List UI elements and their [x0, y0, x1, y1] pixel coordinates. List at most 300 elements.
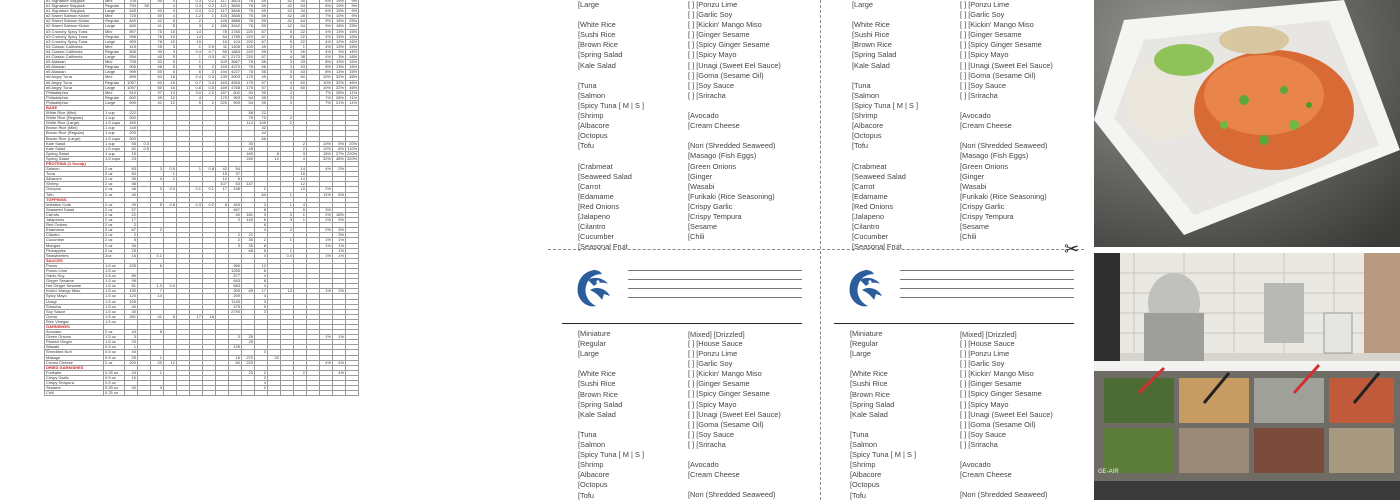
- form-option[interactable]: [ ] [Kickin' Mango Miso: [960, 20, 1034, 30]
- table-cell: 32%: [333, 85, 346, 90]
- form-option[interactable]: [Large: [578, 0, 599, 9]
- name-line-2: [628, 279, 802, 280]
- table-cell: 5: [125, 238, 138, 243]
- table-cell: 1.3: [151, 284, 164, 289]
- table-cell: 104: [229, 39, 242, 44]
- table-cell: Large: [104, 55, 125, 60]
- form-option[interactable]: [Spring Salad: [850, 399, 895, 409]
- form-option[interactable]: [ ] [Unagi (Sweet Eel Sauce): [960, 60, 1053, 70]
- form-option[interactable]: [Spicy Tuna [ M | S ]: [850, 450, 916, 460]
- table-cell: 12: [268, 156, 281, 161]
- table-cell: 320%: [347, 156, 358, 161]
- form-option[interactable]: [ ] [Soy Sauce: [960, 80, 1007, 90]
- table-cell: 510: [125, 90, 138, 95]
- form-option[interactable]: [Crabmeat: [578, 161, 613, 171]
- table-cell: 9%: [346, 14, 359, 19]
- form-option[interactable]: [Seaweed Salad: [852, 171, 906, 181]
- form-option[interactable]: [ ] [Ginger Sesame: [688, 30, 750, 40]
- table-cell: 16: [164, 85, 177, 90]
- form-option[interactable]: [Ginger: [960, 171, 985, 181]
- form-option[interactable]: [ ] [Goma (Sesame Oil): [960, 70, 1036, 80]
- table-cell: 1.5 cups: [104, 146, 125, 151]
- table-cell: 0.3: [190, 9, 203, 14]
- table-cell: 59: [255, 24, 268, 29]
- form-option[interactable]: [White Rice: [578, 20, 616, 30]
- table-cell: Regular: [104, 34, 125, 39]
- table-cell: 145: [216, 19, 229, 24]
- row-label: Spring Salad: [45, 156, 104, 161]
- row-label: #2 Sweet Salmon Kicker: [45, 19, 104, 24]
- form-option[interactable]: [Nori (Shredded Seaweed): [688, 141, 776, 151]
- row-label: #4 Classic California: [45, 49, 104, 54]
- form-option[interactable]: [Sesame: [688, 222, 718, 232]
- row-label: Edamame: [45, 228, 104, 233]
- form-option[interactable]: [Octopus: [850, 480, 880, 490]
- form-option[interactable]: [Crispy Tempura: [688, 211, 742, 221]
- form-option[interactable]: [Salmon: [850, 440, 878, 450]
- form-option[interactable]: [ ] [Unagi (Sweet Eel Sauce): [960, 409, 1053, 419]
- table-cell: 42: [281, 24, 294, 29]
- table-cell: 6: [229, 177, 242, 182]
- form-option[interactable]: [White Rice: [852, 20, 890, 30]
- table-cell: 5: [281, 75, 294, 80]
- table-cell: 2 oz: [104, 228, 125, 233]
- form-option[interactable]: [Spring Salad: [578, 50, 623, 60]
- form-option[interactable]: [ ] [Sriracha: [960, 90, 998, 100]
- form-option[interactable]: [White Rice: [578, 369, 616, 379]
- form-option[interactable]: [Albacore: [578, 470, 610, 480]
- table-cell: 11%: [346, 95, 359, 100]
- table-cell: 3%: [333, 228, 346, 233]
- table-cell: 22: [255, 111, 268, 116]
- form-option[interactable]: [Spring Salad: [578, 399, 623, 409]
- table-cell: 953: [229, 95, 242, 100]
- table-cell: 13%: [333, 34, 346, 39]
- table-cell: 78: [242, 70, 255, 75]
- form-option[interactable]: [Salmon: [852, 90, 880, 100]
- form-option[interactable]: [ ] [Garlic Soy: [960, 10, 1005, 20]
- form-option[interactable]: [Avocado: [960, 460, 991, 470]
- table-cell: 40: [151, 55, 164, 60]
- form-option[interactable]: [ ] [Garlic Soy: [960, 359, 1005, 369]
- table-cell: 2: [255, 238, 268, 243]
- form-option[interactable]: [Cilantro: [578, 222, 606, 232]
- form-option[interactable]: [Shrimp: [578, 460, 604, 470]
- form-option[interactable]: [Octopus: [578, 480, 608, 490]
- table-cell: 67: [255, 34, 268, 39]
- table-cell: 222: [125, 111, 138, 116]
- row-label: Cilantro: [45, 233, 104, 238]
- form-option[interactable]: [Edamame: [852, 191, 888, 201]
- form-option[interactable]: [Jalapeno: [578, 211, 611, 221]
- row-label: Philadelphia: [45, 95, 104, 100]
- form-option[interactable]: [Avocado: [688, 460, 719, 470]
- form-option[interactable]: [Shrimp: [852, 111, 878, 121]
- row-label: Tuna: [45, 172, 104, 177]
- form-option[interactable]: [Jalapeno: [852, 211, 885, 221]
- form-option[interactable]: [Crispy Tempura: [960, 211, 1014, 221]
- row-label: White Rice (Mini): [45, 111, 104, 116]
- form-option[interactable]: [Large: [850, 349, 871, 359]
- form-top-left-col2: [688, 0, 781, 242]
- form-option[interactable]: [Cilantro: [852, 222, 880, 232]
- form-option[interactable]: [Furikaki (Rice Seasoning): [960, 191, 1047, 201]
- row-label: Carrots: [45, 212, 104, 217]
- form-option[interactable]: [Seaweed Salad: [578, 171, 632, 181]
- table-cell: 259: [229, 294, 242, 299]
- table-cell: 16: [164, 80, 177, 85]
- form-option[interactable]: [Tuna: [850, 429, 869, 439]
- table-cell: 0.4: [164, 284, 177, 289]
- table-cell: 0.25 oz: [104, 370, 125, 375]
- table-cell: 13%: [333, 29, 346, 34]
- table-cell: 270: [242, 355, 255, 360]
- form-option[interactable]: [Tuna: [578, 429, 597, 439]
- table-cell: 16: [164, 75, 177, 80]
- table-cell: 78: [242, 65, 255, 70]
- form-option[interactable]: [Wasabi: [960, 181, 987, 191]
- form-option[interactable]: [ ] [Kickin' Mango Miso: [960, 369, 1034, 379]
- table-cell: 42: [281, 9, 294, 14]
- table-cell: 28: [294, 14, 307, 19]
- form-option[interactable]: [ ] [Spicy Ginger Sesame: [688, 389, 770, 399]
- form-option[interactable]: [Cream Cheese: [960, 470, 1012, 480]
- form-option[interactable]: [Albacore: [852, 121, 884, 131]
- table-cell: 4: [294, 202, 307, 207]
- table-cell: 59: [255, 9, 268, 14]
- form-option[interactable]: [Chili: [960, 232, 977, 242]
- table-cell: 8%: [333, 146, 346, 151]
- form-option[interactable]: [Ginger: [688, 171, 713, 181]
- form-option[interactable]: [Crispy Garlic: [688, 201, 733, 211]
- form-option[interactable]: [Cream Cheese: [688, 121, 740, 131]
- table-cell: 0.5: [203, 55, 216, 60]
- form-option[interactable]: [Tofu: [578, 490, 595, 500]
- form-option[interactable]: [Red Onions: [852, 201, 894, 211]
- table-cell: 41: [151, 314, 164, 319]
- table-cell: 8: [255, 279, 268, 284]
- form-option[interactable]: [Octopus: [578, 131, 608, 141]
- form-option[interactable]: [Green Onions: [960, 161, 1009, 171]
- form-option[interactable]: [ ] [Kickin' Mango Miso: [688, 20, 762, 30]
- table-cell: 9: [255, 304, 268, 309]
- table-cell: 14: [294, 167, 307, 172]
- table-cell: 2: [294, 370, 307, 375]
- form-option[interactable]: [Salmon: [578, 90, 606, 100]
- form-option[interactable]: [Green Onions: [688, 161, 737, 171]
- form-option[interactable]: [ ] [Spicy Ginger Sesame: [960, 389, 1042, 399]
- form-option[interactable]: [Tofu: [850, 490, 867, 500]
- row-label: #4 Classic California: [45, 44, 104, 49]
- form-option[interactable]: [Brown Rice: [850, 389, 890, 399]
- form-option[interactable]: [ ] [Sriracha: [688, 90, 726, 100]
- row-label: White Rice (Large): [45, 121, 104, 126]
- form-option[interactable]: [Miniature: [578, 329, 611, 338]
- form-option[interactable]: [Red Onions: [578, 201, 620, 211]
- form-option[interactable]: [Nori (Shredded Seaweed): [960, 490, 1048, 500]
- form-option[interactable]: [ ] [Soy Sauce: [960, 429, 1007, 439]
- table-cell: 4553: [229, 80, 242, 85]
- table-cell: 59: [255, 4, 268, 9]
- form-option[interactable]: [Cucumber: [852, 232, 889, 242]
- table-cell: 7%: [320, 95, 333, 100]
- table-cell: 1.5 oz: [104, 340, 125, 345]
- form-option[interactable]: [Tuna: [852, 80, 871, 90]
- form-option[interactable]: [Tofu: [578, 141, 595, 151]
- row-label: Salmon: [45, 167, 104, 172]
- form-option[interactable]: [Kale Salad: [850, 409, 888, 419]
- form-option[interactable]: [Shrimp: [578, 111, 604, 121]
- form-option[interactable]: [Carrot: [852, 181, 875, 191]
- table-cell: 3942: [229, 24, 242, 29]
- table-cell: 63: [229, 182, 242, 187]
- form-option[interactable]: [Brown Rice: [852, 40, 892, 50]
- form-option[interactable]: [ ] [Kickin' Mango Miso: [688, 369, 762, 379]
- form-option[interactable]: [Shrimp: [850, 460, 876, 470]
- form-option[interactable]: [Edamame: [578, 191, 614, 201]
- table-cell: 42: [281, 14, 294, 19]
- form-option[interactable]: [ ] [Ponzu Lime: [960, 349, 1010, 359]
- form-option[interactable]: [Sushi Rice: [578, 30, 616, 40]
- row-label: SAUCES: [45, 258, 104, 263]
- table-cell: 0.4: [190, 49, 203, 54]
- table-cell: 76: [242, 14, 255, 19]
- table-cell: 89: [242, 289, 255, 294]
- table-cell: 3: [281, 95, 294, 100]
- table-cell: 19%: [333, 4, 346, 9]
- table-cell: 9%: [346, 0, 359, 4]
- table-cell: 3: [229, 335, 242, 340]
- table-cell: 16: [216, 39, 229, 44]
- table-cell: [138, 391, 151, 396]
- form-option[interactable]: [ ] [Goma (Sesame Oil): [960, 419, 1036, 429]
- form-option[interactable]: [ ] [Soy Sauce: [688, 80, 735, 90]
- row-label: #2 Sweet Salmon Kicker: [45, 24, 104, 29]
- table-cell: 30: [242, 141, 255, 146]
- table-cell: 75: [242, 116, 255, 121]
- form-option[interactable]: [Spicy Tuna [ M | S ]: [578, 450, 644, 460]
- form-option[interactable]: [Large: [578, 349, 599, 359]
- form-option[interactable]: [Salmon: [578, 440, 606, 450]
- table-cell: [320, 391, 333, 396]
- table-cell: 475: [229, 304, 242, 309]
- table-cell: 107: [216, 182, 229, 187]
- form-option[interactable]: [ ] [Spicy Ginger Sesame: [960, 40, 1042, 50]
- form-option[interactable]: [Spicy Tuna [ M | S ]: [578, 100, 644, 110]
- table-cell: 16: [294, 172, 307, 177]
- form-option[interactable]: [Crispy Garlic: [960, 201, 1005, 211]
- form-option[interactable]: [Seasonal Fruit: [578, 242, 628, 252]
- table-cell: 16: [203, 314, 216, 319]
- form-option[interactable]: [Regular: [850, 339, 878, 349]
- table-cell: 2 oz: [104, 360, 125, 365]
- table-cell: 56: [255, 70, 268, 75]
- form-option[interactable]: [ ] [Garlic Soy: [688, 359, 733, 369]
- form-option[interactable]: [Tofu: [852, 141, 869, 151]
- table-cell: Regular: [104, 19, 125, 24]
- table-cell: 21%: [333, 100, 346, 105]
- table-cell: 53: [294, 65, 307, 70]
- table-cell: 78: [242, 24, 255, 29]
- table-cell: 10%: [333, 14, 346, 19]
- form-option[interactable]: [ ] [Unagi (Sweet Eel Sauce): [688, 60, 781, 70]
- form-option[interactable]: [Masago (Fish Eggs): [960, 151, 1029, 161]
- form-option[interactable]: [Spicy Tuna [ M | S ]: [852, 100, 918, 110]
- form-option[interactable]: [White Rice: [850, 369, 888, 379]
- table-cell: 2: [125, 233, 138, 238]
- form-bottom-left-col2: [688, 339, 781, 500]
- table-cell: 3: [281, 65, 294, 70]
- kitchen-counter-photo: [1094, 253, 1400, 500]
- table-cell: 602: [125, 95, 138, 100]
- table-cell: 2 oz: [104, 177, 125, 182]
- table-cell: 7%: [320, 14, 333, 19]
- table-cell: 6%: [320, 4, 333, 9]
- table-cell: 450: [125, 121, 138, 126]
- form-option[interactable]: [ ] [House Sauce: [960, 339, 1015, 348]
- form-option[interactable]: [Chili: [688, 232, 705, 242]
- form-option[interactable]: [ ] [Sriracha: [688, 439, 726, 449]
- table-cell: 2: [294, 141, 307, 146]
- form-option[interactable]: [Kale Salad: [578, 409, 616, 419]
- table-cell: 23: [125, 340, 138, 345]
- table-cell: [177, 391, 190, 396]
- form-option[interactable]: [Avocado: [960, 111, 991, 121]
- table-cell: 117: [216, 0, 229, 4]
- form-option[interactable]: [ ] [Ponzu Lime: [688, 349, 738, 359]
- form-option[interactable]: [Carrot: [578, 181, 601, 191]
- form-option[interactable]: [Albacore: [850, 470, 882, 480]
- spacer: [960, 450, 1053, 460]
- table-cell: 1140: [229, 299, 242, 304]
- row-label: Jalapenos: [45, 218, 104, 223]
- form-option[interactable]: [Furikaki (Rice Seasoning): [688, 191, 775, 201]
- form-option[interactable]: [Tuna: [578, 80, 597, 90]
- table-cell: 3: [255, 212, 268, 217]
- form-option[interactable]: [Sushi Rice: [578, 379, 616, 389]
- form-option[interactable]: [Sesame: [960, 222, 990, 232]
- form-option[interactable]: [ ] [Sriracha: [960, 439, 998, 449]
- table-cell: 18%: [333, 212, 346, 217]
- table-cell: Mini: [104, 44, 125, 49]
- table-cell: 66: [242, 248, 255, 253]
- form-option[interactable]: [ ] [Ginger Sesame: [688, 379, 750, 389]
- table-cell: 1863: [229, 49, 242, 54]
- table-cell: 3: [229, 243, 242, 248]
- table-cell: 12: [164, 360, 177, 365]
- form-option[interactable]: [ ] [Ponzu Lime: [688, 0, 738, 9]
- row-label: Pineapples: [45, 248, 104, 253]
- form-option[interactable]: [Albacore: [578, 121, 610, 131]
- form-option[interactable]: [Wasabi: [688, 181, 715, 191]
- spacer: [852, 71, 918, 81]
- table-cell: 0.4: [203, 80, 216, 85]
- table-cell: 23: [125, 156, 138, 161]
- form-option[interactable]: [ ] [Garlic Soy: [688, 10, 733, 20]
- table-cell: 42: [151, 19, 164, 24]
- form-option[interactable]: [Cucumber: [578, 232, 615, 242]
- form-option[interactable]: [ ] [Spicy Ginger Sesame: [688, 40, 770, 50]
- form-option[interactable]: [ ] [Soy Sauce: [688, 429, 735, 439]
- table-cell: 60: [151, 80, 164, 85]
- table-cell: 83: [125, 167, 138, 172]
- table-cell: 4%: [320, 39, 333, 44]
- table-cell: 185: [216, 24, 229, 29]
- form-option[interactable]: [ ] [House Sauce: [688, 339, 743, 348]
- table-cell: 0.4: [281, 253, 294, 258]
- form-option[interactable]: [ ] [Spicy Mayo: [960, 50, 1009, 60]
- table-cell: 2 oz: [104, 243, 125, 248]
- form-option[interactable]: [ ] [Spicy Mayo: [688, 50, 737, 60]
- form-option[interactable]: [ ] [Spicy Mayo: [688, 399, 737, 409]
- table-cell: 3: [151, 386, 164, 391]
- form-option[interactable]: [ ] [Goma (Sesame Oil): [688, 70, 764, 80]
- form-option[interactable]: [ ] [Ginger Sesame: [960, 379, 1022, 389]
- table-cell: 220: [216, 100, 229, 105]
- form-option[interactable]: [Sushi Rice: [852, 30, 890, 40]
- table-cell: 99: [125, 279, 138, 284]
- form-option[interactable]: [Miniature: [850, 329, 883, 338]
- form-option[interactable]: [Spring Salad: [852, 50, 897, 60]
- table-cell: 16%: [346, 39, 359, 44]
- form-option[interactable]: [Seasonal Fruit: [852, 242, 902, 252]
- form-option[interactable]: [Kale Salad: [852, 60, 890, 70]
- form-option[interactable]: [Crabmeat: [852, 161, 887, 171]
- form-option[interactable]: [Kale Salad: [578, 60, 616, 70]
- form-option[interactable]: [Cream Cheese: [960, 121, 1012, 131]
- table-cell: 6: [164, 314, 177, 319]
- form-option[interactable]: [Regular: [578, 339, 606, 349]
- form-option[interactable]: [ ] [Spicy Mayo: [960, 399, 1009, 409]
- form-option[interactable]: [Cream Cheese: [688, 470, 740, 480]
- table-cell: 1: [294, 218, 307, 223]
- form-option[interactable]: [ ] [Goma (Sesame Oil): [688, 419, 764, 429]
- form-option[interactable]: [ ] [Unagi (Sweet Eel Sauce): [688, 409, 781, 419]
- row-label: Sesame: [45, 386, 104, 391]
- form-option[interactable]: [Brown Rice: [578, 40, 618, 50]
- table-cell: 705: [125, 0, 138, 4]
- form-option[interactable]: [ ] [Ginger Sesame: [960, 30, 1022, 40]
- spacer: [688, 101, 781, 111]
- row-label: Mangos: [45, 243, 104, 248]
- form-option[interactable]: [Nori (Shredded Seaweed): [688, 490, 776, 500]
- table-cell: 220: [242, 55, 255, 60]
- form-option[interactable]: [Nori (Shredded Seaweed): [960, 141, 1048, 151]
- form-option[interactable]: [ ] [Ponzu Lime: [960, 0, 1010, 9]
- form-option[interactable]: [Sushi Rice: [850, 379, 888, 389]
- table-cell: 4: [164, 0, 177, 4]
- table-cell: 3: [255, 299, 268, 304]
- table-cell: 56: [255, 65, 268, 70]
- table-cell: 8: [255, 207, 268, 212]
- form-top-right-col2: [960, 0, 1053, 242]
- table-cell: Regular: [104, 65, 125, 70]
- table-cell: 30: [151, 49, 164, 54]
- table-cell: 1: [125, 345, 138, 350]
- row-label: Kale Salad: [45, 141, 104, 146]
- form-option[interactable]: [Avocado: [688, 111, 719, 121]
- table-cell: 13%: [333, 44, 346, 49]
- table-cell: 5: [190, 100, 203, 105]
- table-cell: 81: [125, 284, 138, 289]
- form-option[interactable]: [Octopus: [852, 131, 882, 141]
- table-cell: 1.5 oz: [104, 314, 125, 319]
- form-option[interactable]: [Brown Rice: [578, 389, 618, 399]
- form-option[interactable]: [Masago (Fish Eggs): [688, 151, 757, 161]
- form-option[interactable]: [Large: [852, 0, 873, 9]
- table-cell: 1255: [229, 268, 242, 273]
- table-cell: 2: [203, 70, 216, 75]
